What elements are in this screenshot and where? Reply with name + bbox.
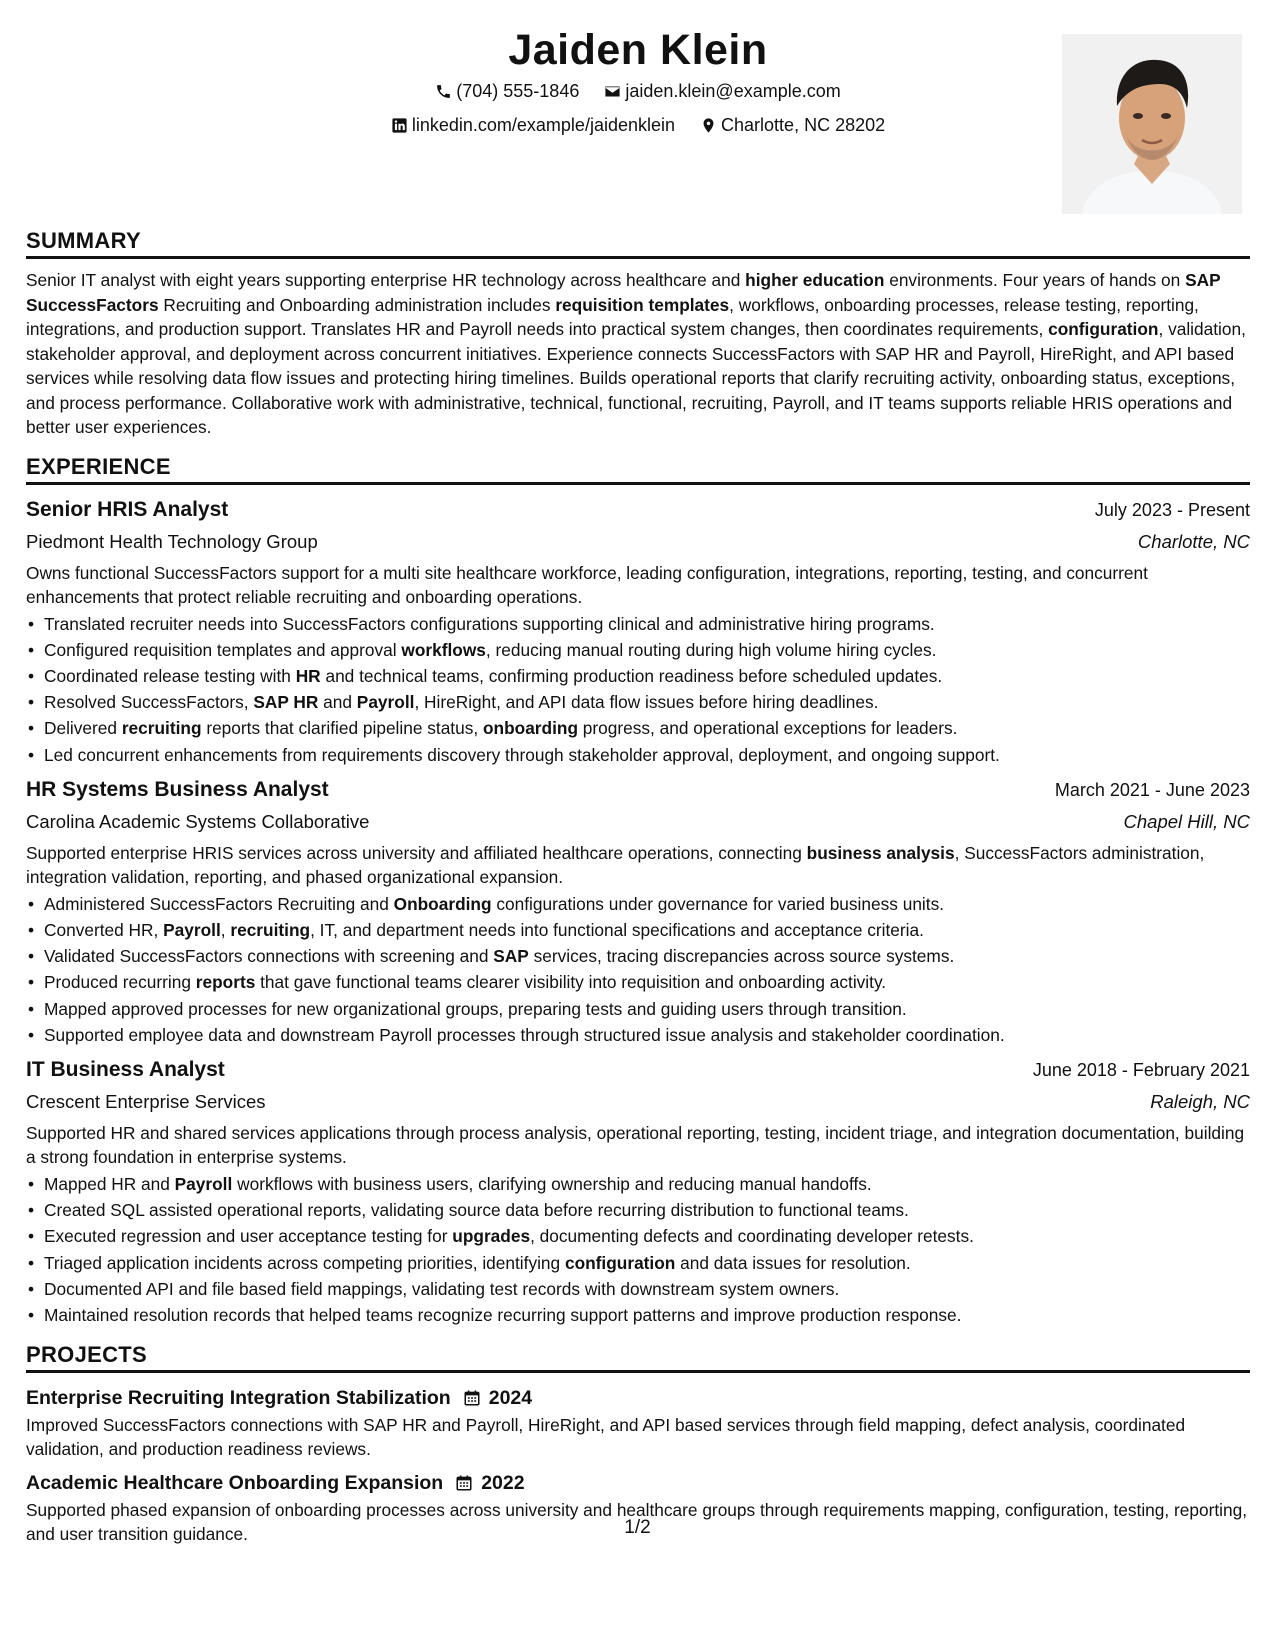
bold-phrase: higher education <box>745 270 885 290</box>
job-bullets <box>26 891 1250 1048</box>
job-location: Charlotte, NC <box>1137 530 1250 552</box>
email-address: jaiden.klein@example.com <box>625 81 841 101</box>
bullet-item: • Produced recurring reports that gave functional teams clearer visibility into requisition and onboarding activity. <box>26 969 1250 995</box>
linkedin-icon <box>391 117 408 134</box>
candidate-name: Jaiden Klein <box>508 26 768 74</box>
bold-phrase: business analysis <box>806 842 955 863</box>
bullet-item: • Mapped approved processes for new organizational groups, preparing tests and guiding users through transition. <box>26 996 1250 1022</box>
bold-phrase: recruiting <box>230 919 311 940</box>
job-dates: July 2023 - Present <box>1094 499 1250 520</box>
map-pin-icon <box>700 117 717 134</box>
project-year: 2024 <box>488 1387 533 1410</box>
summary-text: Senior IT analyst with eight years supporting enterprise HR technology across healthcare and higher education environments. Four years of hands on SAP SuccessFactors Recruiting and Onboarding administration includes requisition templates, workflows, onboarding processes, release testing, reporting, integrations, and production support. Translates HR and Payroll needs into practical system changes, then coordinates requirements, configuration, validation, stakeholder approval, and deployment across concurrent initiatives. Experience connects SuccessFactors with SAP HR and Payroll, HireRight, and API based services while resolving data flow issues and protecting hiring timelines. Builds operational reports that clarify recruiting activity, onboarding status, exceptions, and process performance. Collaborative work with administrative, technical, functional, recruiting, Payroll, and IT teams supports reliable HRIS operations and better user experiences. <box>26 270 1246 437</box>
bullet-item: • Documented API and file based field mappings, validating test records with downstream system owners. <box>26 1276 1250 1302</box>
resume-header <box>26 24 1250 214</box>
bold-phrase: requisition templates <box>555 294 730 315</box>
summary-section <box>26 228 1250 440</box>
bold-phrase: Payroll <box>163 919 221 940</box>
bullet-item: • Validated SuccessFactors connections with screening and SAP services, tracing discrepancies across source systems. <box>26 943 1250 969</box>
calendar-icon <box>455 1474 473 1492</box>
bullet-item: • Resolved SuccessFactors, SAP HR and Payroll, HireRight, and API data flow issues before hiring deadlines. <box>26 689 1250 715</box>
projects-section <box>26 1342 1250 1546</box>
bullet-item: • Mapped HR and Payroll workflows with business users, clarifying ownership and reducing manual handoffs. <box>26 1171 1250 1197</box>
bullet-item: • Coordinated release testing with HR and technical teams, confirming production readiness before scheduled updates. <box>26 663 1250 689</box>
project-name: Enterprise Recruiting Integration Stabilization <box>26 1387 451 1410</box>
job-company: Carolina Academic Systems Collaborative <box>26 810 370 832</box>
bullet-item: • Created SQL assisted operational reports, validating source data before recurring distribution to functional teams. <box>26 1197 1250 1223</box>
job-summary: Supported enterprise HRIS services across university and affiliated healthcare operations, connecting business analysis, SuccessFactors administration, integration validation, reporting, and phased organizational expansion. <box>26 842 1205 888</box>
job-dates: June 2018 - February 2021 <box>1032 1059 1250 1080</box>
bold-phrase: Payroll <box>174 1173 233 1194</box>
experience-section <box>26 454 1250 1329</box>
job-entry <box>26 1054 1250 1328</box>
project-description: Improved SuccessFactors connections with SAP HR and Payroll, HireRight, and API based services through field mapping, defect analysis, coordinated validation, and production readiness reviews. <box>26 1415 1186 1459</box>
job-entry <box>26 494 1250 768</box>
phone-icon <box>435 83 452 100</box>
profile-photo <box>1062 34 1242 214</box>
bold-phrase: workflows <box>401 639 486 660</box>
page-number: 1/2 <box>624 1517 651 1538</box>
bold-phrase: SAP SuccessFactors <box>26 270 1221 315</box>
bold-phrase: configuration <box>1048 319 1159 339</box>
summary-heading: SUMMARY <box>26 228 1250 259</box>
bold-phrase: HR <box>295 665 321 686</box>
job-company: Piedmont Health Technology Group <box>26 530 318 552</box>
job-location: Raleigh, NC <box>1150 1090 1250 1112</box>
job-location: Chapel Hill, NC <box>1123 810 1250 832</box>
email-contact[interactable] <box>604 76 840 107</box>
bold-phrase: SAP HR <box>253 692 319 713</box>
job-title: Senior HRIS Analyst <box>26 497 229 521</box>
bullet-item: • Delivered recruiting reports that clarified pipeline status, onboarding progress, and operational exceptions for leaders. <box>26 715 1250 741</box>
bold-phrase: configuration <box>564 1252 676 1273</box>
job-bullets <box>26 611 1250 768</box>
location-contact <box>700 110 885 141</box>
projects-heading: PROJECTS <box>26 1342 1250 1373</box>
job-title: HR Systems Business Analyst <box>26 777 329 801</box>
bold-phrase: SAP <box>493 946 529 967</box>
experience-heading: EXPERIENCE <box>26 454 1250 485</box>
bullet-item: • Triaged application incidents across competing priorities, identifying configuration and data issues for resolution. <box>26 1250 1250 1276</box>
envelope-icon <box>604 83 621 100</box>
location-text: Charlotte, NC 28202 <box>721 115 886 135</box>
bold-phrase: upgrades <box>452 1226 531 1247</box>
job-summary: Supported HR and shared services applications through process analysis, operational reporting, testing, incident triage, and integration documentation, building a strong foundation in enterprise systems. <box>26 1122 1245 1168</box>
project-entry <box>26 1382 1250 1461</box>
bullet-item: • Supported employee data and downstream Payroll processes through structured issue analysis and stakeholder coordination. <box>26 1022 1250 1048</box>
resume-page <box>26 22 1250 1552</box>
bullet-item: • Led concurrent enhancements from requirements discovery through stakeholder approval, deployment, and ongoing support. <box>26 742 1250 768</box>
bold-phrase: onboarding <box>482 718 578 739</box>
job-dates: March 2021 - June 2023 <box>1054 779 1250 800</box>
bold-phrase: recruiting <box>121 718 202 739</box>
bold-phrase: reports <box>195 972 256 993</box>
job-title: IT Business Analyst <box>26 1057 225 1081</box>
linkedin-url: linkedin.com/example/jaidenklein <box>411 115 676 135</box>
bullet-item: • Executed regression and user acceptance testing for upgrades, documenting defects and coordinating developer retests. <box>26 1223 1250 1249</box>
bold-phrase: Onboarding <box>393 893 492 914</box>
bullet-item: • Maintained resolution records that helped teams recognize recurring support patterns and improve production response. <box>26 1302 1250 1328</box>
calendar-icon <box>463 1389 481 1407</box>
bold-phrase: Payroll <box>356 692 415 713</box>
bullet-item: • Configured requisition templates and approval workflows, reducing manual routing during high volume hiring cycles. <box>26 637 1250 663</box>
bullet-item: • Translated recruiter needs into SuccessFactors configurations supporting clinical and administrative hiring programs. <box>26 611 1250 637</box>
linkedin-contact[interactable] <box>391 110 675 141</box>
job-summary: Owns functional SuccessFactors support for a multi site healthcare workforce, leading configuration, integrations, reporting, testing, and concurrent enhancements that protect reliable recruiting and onboarding operations. <box>26 562 1148 607</box>
phone-contact[interactable] <box>435 76 579 107</box>
job-entry <box>26 774 1250 1048</box>
project-name: Academic Healthcare Onboarding Expansion <box>26 1472 444 1495</box>
job-company: Crescent Enterprise Services <box>26 1090 266 1112</box>
job-bullets <box>26 1171 1250 1328</box>
project-description: Supported phased expansion of onboarding processes across university and healthcare groups through requirements mapping, configuration, testing, reporting, and user transition guidance. <box>26 1500 1248 1544</box>
project-year: 2022 <box>481 1472 525 1495</box>
bullet-item: • Converted HR, Payroll, recruiting, IT, and department needs into functional specifications and acceptance criteria. <box>26 917 1250 943</box>
bullet-item: • Administered SuccessFactors Recruiting and Onboarding configurations under governance for varied business units. <box>26 891 1250 917</box>
phone-number: (704) 555-1846 <box>456 81 580 101</box>
